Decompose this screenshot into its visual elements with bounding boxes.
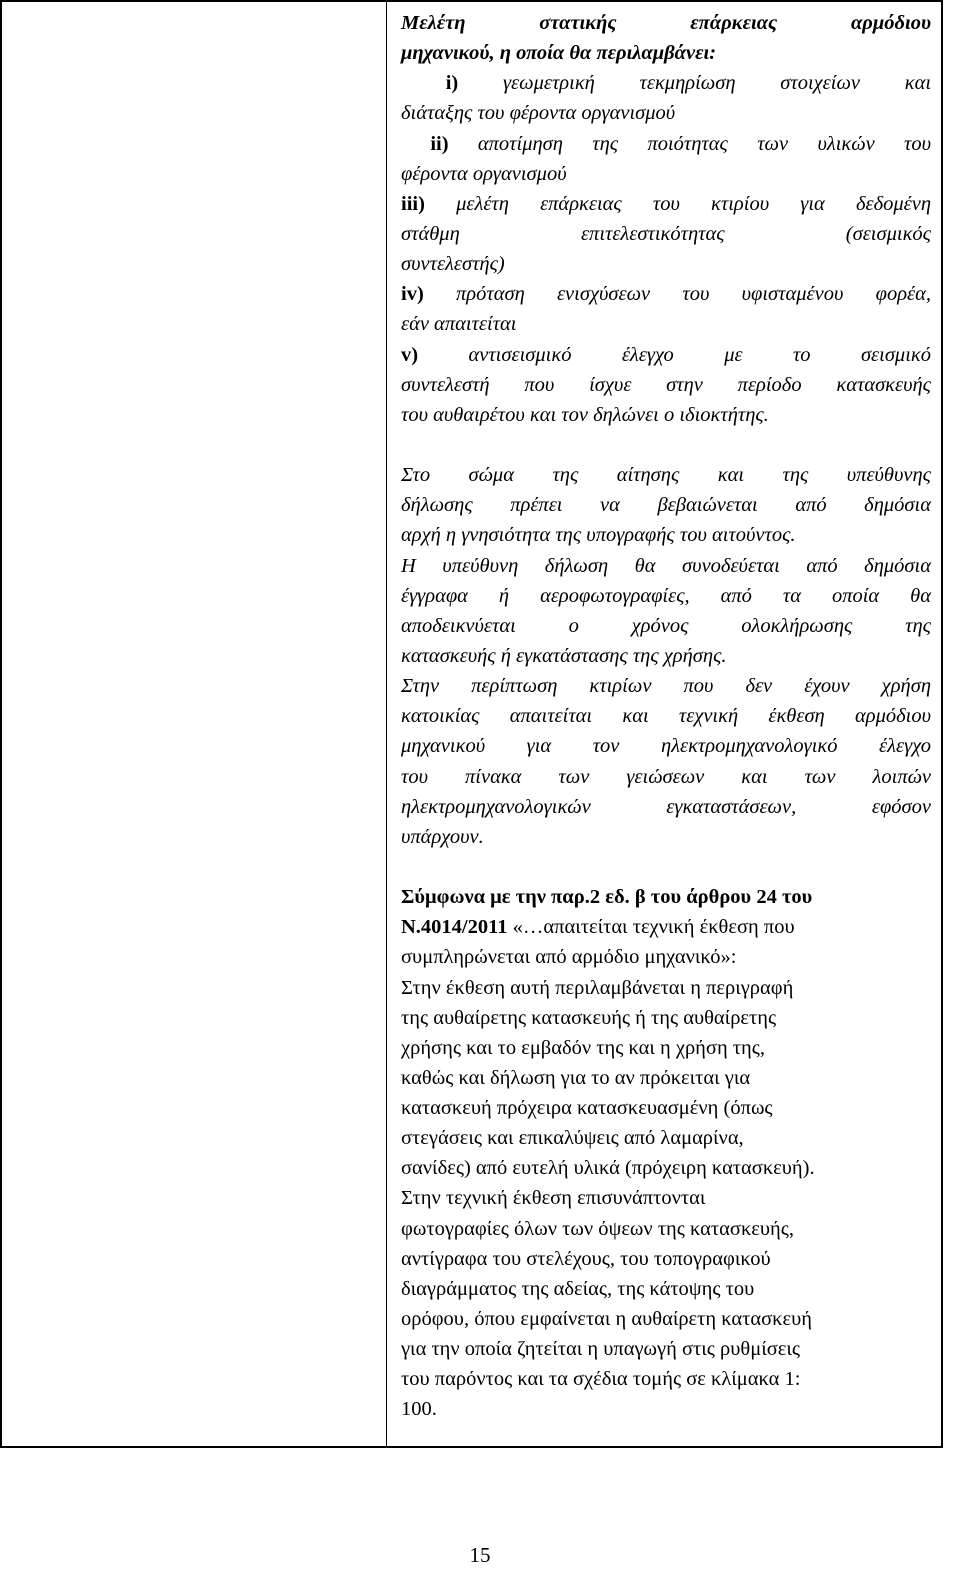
paragraph-line: σανίδες) από ευτελή υλικά (πρόχειρη κατασκευή). <box>401 1157 815 1180</box>
paragraph-line: υπάρχουν. <box>401 825 484 848</box>
page-number: 15 <box>469 1543 491 1567</box>
paragraph-line: 100. <box>401 1398 437 1421</box>
list-item-cont: του αυθαιρέτου και τον δηλώνει ο ιδιοκτήτης. <box>401 403 769 426</box>
paragraph-line: του παρόντος και τα σχέδια τομής σε κλίμακα 1: <box>401 1368 801 1391</box>
paragraph-line: Στην περίπτωση κτιρίων που δεν έχουν χρήση <box>401 675 931 698</box>
list-item: iv) πρόταση ενισχύσεων του υφισταμένου φορέα, <box>401 283 932 306</box>
list-item-cont: στάθμη επιτελεστικότητας (σεισμικός <box>401 222 931 245</box>
section-title: Μελέτη στατικής επάρκειας αρμόδιου <box>401 12 931 34</box>
list-item-cont: φέροντα οργανισμού <box>401 162 567 185</box>
list-item: ii) αποτίμηση της ποιότητας των υλικών του <box>430 132 932 155</box>
paragraph-line: κατασκευής ή εγκατάστασης της χρήσης. <box>401 644 727 667</box>
section-title: μηχανικού, η οποία θα περιλαμβάνει: <box>401 42 717 65</box>
section-static-study <box>401 8 931 430</box>
paragraph-line: χρήσης και το εμβαδόν της και η χρήση της, <box>401 1036 766 1059</box>
paragraph-line: συμπληρώνεται από αρμόδιο μηχανικό»: <box>401 946 737 969</box>
table-left-cell <box>2 2 387 1446</box>
section-solemn-declaration <box>401 460 931 852</box>
section-technical-report <box>401 882 931 1425</box>
paragraph-line: κατασκευή πρόχειρα κατασκευασμένη (όπως <box>401 1097 773 1120</box>
paragraph-line: Η υπεύθυνη δήλωση θα συνοδεύεται από δημόσια <box>401 554 931 577</box>
paragraph-line: στεγάσεις και επικαλύψεις από λαμαρίνα, <box>401 1127 744 1150</box>
paragraph-line: δήλωσης πρέπει να βεβαιώνεται από δημόσια <box>401 494 931 517</box>
list-item: v) αντισεισμικό έλεγχο με το σεισμικό <box>401 343 932 366</box>
list-item-cont: συντελεστή που ίσχυε στην περίοδο κατασκευής <box>401 373 931 396</box>
table-right-cell <box>401 8 931 1425</box>
list-item: iii) μελέτη επάρκειας του κτιρίου για δεδομένη <box>401 192 932 215</box>
spacer <box>401 852 931 882</box>
paragraph-line: αποδεικνύεται ο χρόνος ολοκλήρωσης της <box>401 614 931 637</box>
paragraph-line: αντίγραφα του στελέχους, του τοπογραφικού <box>401 1247 771 1270</box>
paragraph-line: για την οποία ζητείται η υπαγωγή στις ρυθμίσεις <box>401 1338 800 1361</box>
paragraph-line: διαγράμματος της αδείας, της κάτοψης του <box>401 1277 755 1300</box>
paragraph-line: έγγραφα ή αεροφωτογραφίες, από τα οποία θα <box>401 584 931 607</box>
paragraph-line: αρχή η γνησιότητα της υπογραφής του αιτούντος. <box>401 524 796 547</box>
paragraph-line: φωτογραφίες όλων των όψεων της κατασκευής, <box>401 1217 794 1240</box>
paragraph-line: κατοικίας απαιτείται και τεχνική έκθεση αρμόδιου <box>401 705 931 728</box>
list-item-cont: εάν απαιτείται <box>401 313 517 336</box>
paragraph-line: της αυθαίρετης κατασκευής ή της αυθαίρετης <box>401 1006 777 1029</box>
list-item-cont: συντελεστής) <box>401 253 505 276</box>
section-heading: Ν.4014/2011 «…απαιτείται τεχνική έκθεση που <box>401 916 795 939</box>
paragraph-line: του πίνακα των γειώσεων και των λοιπών <box>401 765 931 788</box>
paragraph-line: Στην τεχνική έκθεση επισυνάπτονται <box>401 1187 706 1210</box>
paragraph-line: Στο σώμα της αίτησης και της υπεύθυνης <box>401 464 931 487</box>
spacer <box>401 430 931 460</box>
paragraph-line: ορόφου, όπου εμφαίνεται η αυθαίρετη κατασκευή <box>401 1308 812 1331</box>
paragraph-line: μηχανικού για τον ηλεκτρομηχανολογικό έλεγχο <box>401 735 931 758</box>
paragraph-line: Στην έκθεση αυτή περιλαμβάνεται η περιγραφή <box>401 976 794 999</box>
section-heading: Σύμφωνα με την παρ.2 εδ. β του άρθρου 24 του <box>401 886 813 909</box>
paragraph-line: καθώς και δήλωση για το αν πρόκειται για <box>401 1066 751 1089</box>
list-item: i) γεωμετρική τεκμηρίωση στοιχείων και <box>445 72 932 95</box>
list-item-cont: διάταξης του φέροντα οργανισμού <box>401 102 676 125</box>
paragraph-line: ηλεκτρομηχανολογικών εγκαταστάσεων, εφόσον <box>401 795 931 818</box>
